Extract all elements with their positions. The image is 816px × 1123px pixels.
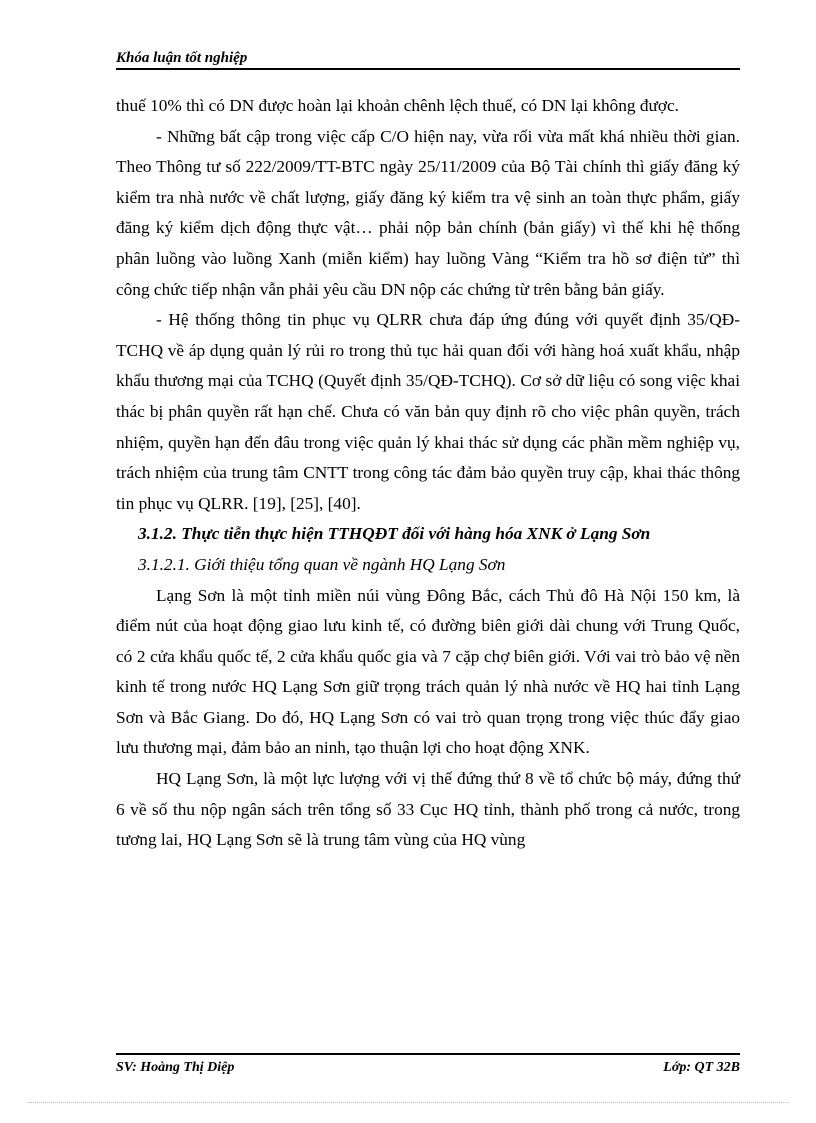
paragraph-lang-son-customs: HQ Lạng Sơn, là một lực lượng với vị thế đứng thứ 8 về tổ chức bộ máy, đứng thứ 6 về số thu nộp ngân sách trên tổng số 33 Cục HQ tỉnh, thành phố trong cả nước, trong tương lai, HQ Lạng Sơn sẽ là trung tâm vùng của HQ vùng [116,769,740,850]
page-header-title: Khóa luận tốt nghiệp [116,50,248,66]
subsection-heading-3-1-2-1: 3.1.2.1. Giới thiệu tổng quan về ngành HQ Lạng Sơn [138,554,506,574]
paragraph-vat-refund: thuế 10% thì có DN được hoàn lại khoản chênh lệch thuế, có DN lại không được. [116,96,679,115]
header-rule [116,68,740,70]
paragraph-information-system: - Hệ thống thông tin phục vụ QLRR chưa đáp ứng đúng với quyết định 35/QĐ-TCHQ về áp dụng quản lý rủi ro trong thủ tục hải quan đối với hàng hoá xuất khẩu, nhập khẩu thương mại của TCHQ (Quyết định 35/QĐ-TCHQ). Cơ sở dữ liệu có song việc khai thác bị phân quyền rất hạn chế. Chưa có văn bản quy định rõ cho việc phân quyền, trách nhiệm, quyền hạn đến đâu trong việc quản lý khai thác sử dụng các phần mềm nghiệp vụ, trách nhiệm của trung tâm CNTT trong công tác đảm bảo quyền truy cập, khai thác thông tin phục vụ QLRR. [19], [25], [40]. [116,310,740,513]
footer-class: Lớp: QT 32B [663,1060,740,1075]
footer-rule [116,1053,740,1055]
section-heading-3-1-2: 3.1.2. Thực tiễn thực hiện TTHQĐT đối với hàng hóa XNK ở Lạng Sơn [138,524,651,544]
page-body [116,91,740,856]
page-bottom-divider [28,1102,788,1103]
paragraph-co-issuance: - Những bất cập trong việc cấp C/O hiện nay, vừa rối vừa mất khá nhiều thời gian. Theo Thông tư số 222/2009/TT-BTC ngày 25/11/2009 của Bộ Tài chính thì giấy đăng ký kiểm tra nhà nước về chất lượng, giấy đăng ký kiểm tra vệ sinh an toàn thực phẩm, giấy đăng ký kiểm dịch động thực vật… phải nộp bản chính (bản giấy) vì thế khi hệ thống phân luồng vào luồng Xanh (miễn kiểm) hay luồng Vàng “Kiểm tra hồ sơ điện tử” thì công chức tiếp nhận vẫn phải yêu cầu DN nộp các chứng từ trên bằng bản giấy. [116,126,740,299]
footer-student: SV: Hoàng Thị Diệp [116,1060,235,1075]
paragraph-lang-son-overview: Lạng Sơn là một tỉnh miền núi vùng Đông Bắc, cách Thủ đô Hà Nội 150 km, là điểm nút của hoạt động giao lưu kinh tế, có đường biên giới dài chung với Trung Quốc, có 2 cửa khẩu quốc tế, 2 cửa khẩu quốc gia và 7 cặp chợ biên giới. Với vai trò bảo vệ nền kinh tế trong nước HQ Lạng Sơn giữ trọng trách quản lý nhà nước về HQ hai tỉnh Lạng Sơn và Bắc Giang. Do đó, HQ Lạng Sơn có vai trò quan trọng trong việc thúc đẩy giao lưu thương mại, đảm bảo an ninh, tạo thuận lợi cho hoạt động XNK. [116,585,740,758]
page-footer [116,1058,740,1078]
